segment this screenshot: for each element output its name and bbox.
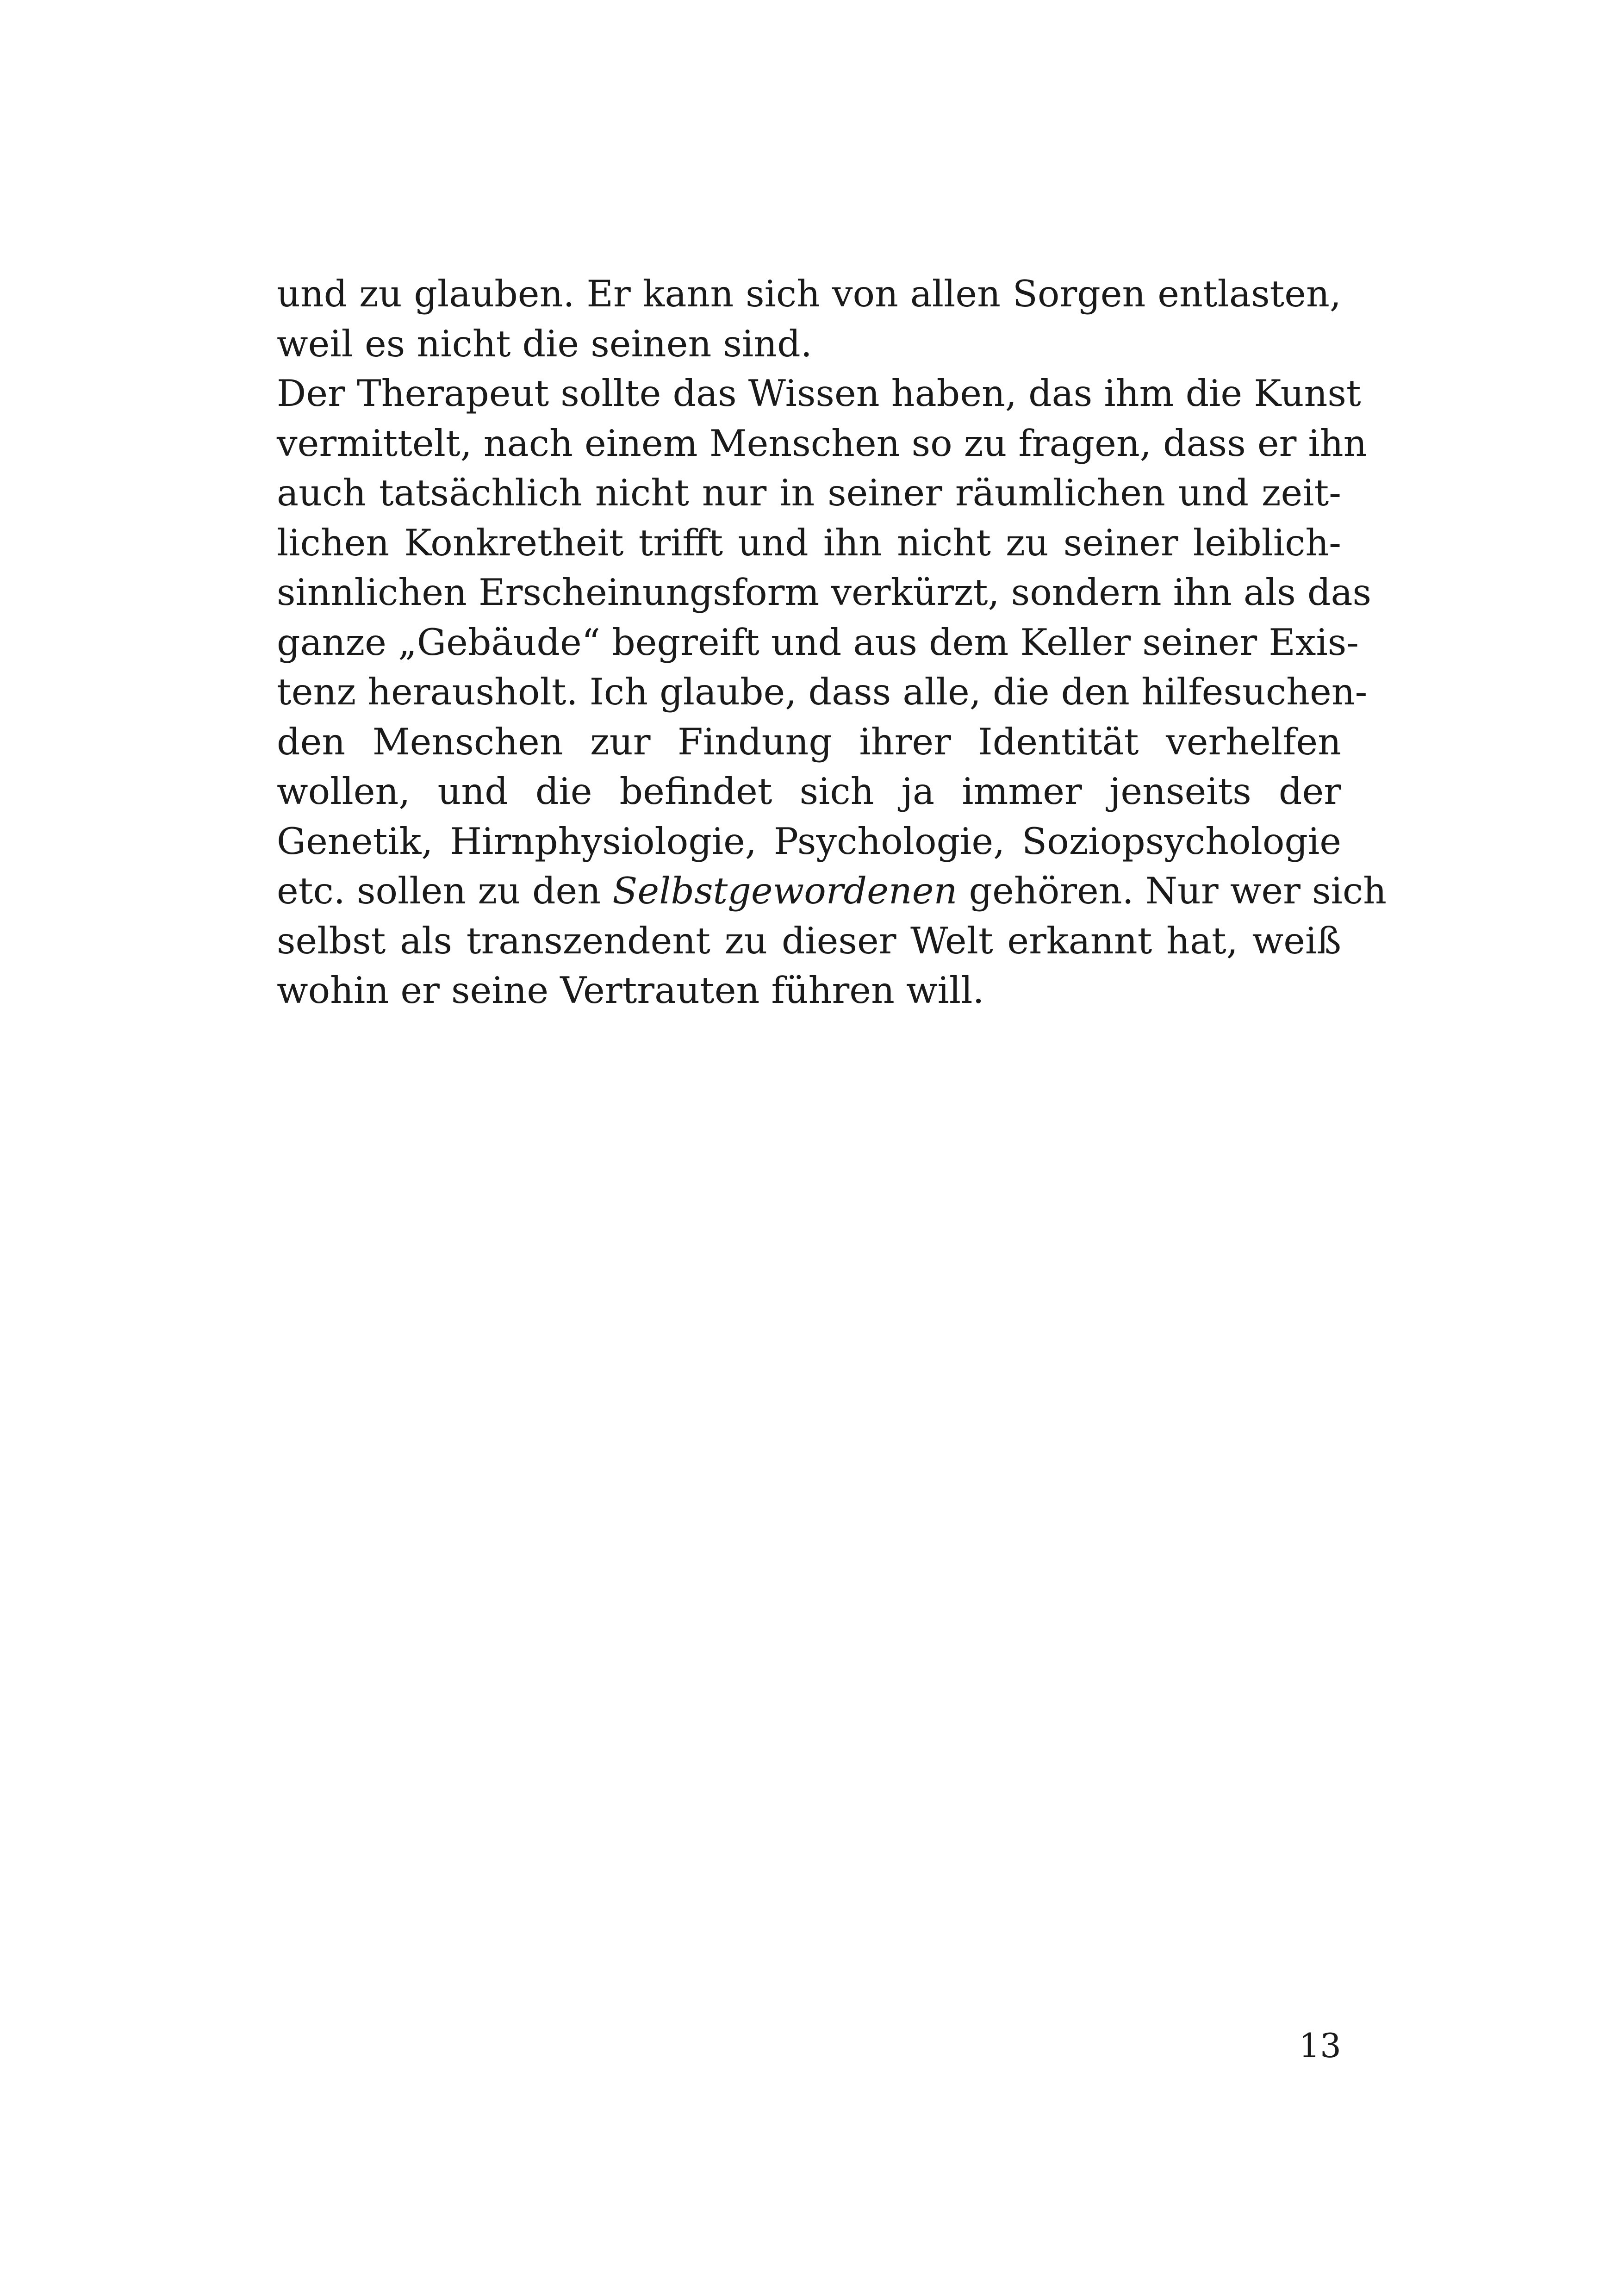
page-number: 13	[1299, 2026, 1341, 2065]
text-line: auch tatsächlich nicht nur in seiner räumlichen und zeit-	[277, 472, 1341, 514]
text-line: selbst als transzendent zu dieser Welt erkannt hat, weiß	[277, 919, 1341, 962]
text-run: etc. sollen zu den	[277, 870, 613, 912]
text-line: lichen Konkretheit trifft und ihn nicht zu seiner leiblich-	[277, 521, 1341, 564]
text-line: tenz herausholt. Ich glaube, dass alle, die den hilfesuchen-	[277, 671, 1368, 713]
text-line: sinnlichen Erscheinungsform verkürzt, sondern ihn als das	[277, 571, 1372, 614]
text-line: und zu glauben. Er kann sich von allen Sorgen entlasten,	[277, 273, 1341, 315]
text-line: Der Therapeut sollte das Wissen haben, das ihm die Kunst	[277, 372, 1361, 415]
emphasized-term: Selbstgewordenen	[612, 870, 958, 912]
text-line: Genetik, Hirnphysiologie, Psychologie, Soziopsychologie	[277, 820, 1341, 863]
body-text	[277, 269, 1387, 1016]
text-line: weil es nicht die seinen sind.	[277, 322, 812, 365]
text-run: gehören. Nur wer sich	[957, 870, 1387, 912]
text-line: vermittelt, nach einem Menschen so zu fragen, dass er ihn	[277, 422, 1367, 465]
text-line: wollen, und die befindet sich ja immer jenseits der	[277, 770, 1341, 813]
text-line: ganze „Gebäude“ begreift und aus dem Keller seiner Exis-	[277, 621, 1359, 664]
text-line-with-emphasis	[277, 866, 1387, 916]
text-line: den Menschen zur Findung ihrer Identität verhelfen	[277, 720, 1341, 763]
text-line: wohin er seine Vertrauten führen will.	[277, 969, 984, 1012]
